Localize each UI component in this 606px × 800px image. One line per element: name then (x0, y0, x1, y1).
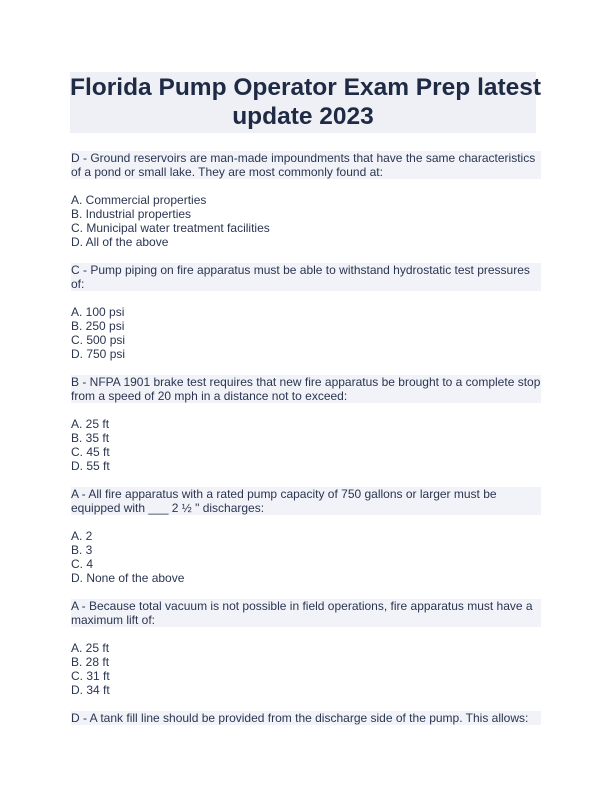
answer-option: A. 25 ft (71, 417, 110, 431)
question-text: D - A tank fill line should be provided from the discharge side of the pump. This allows: (71, 711, 541, 725)
question-text: C - Pump piping on fire apparatus must be able to withstand hydrostatic test pressures of: (71, 263, 541, 291)
answer-option: D. None of the above (71, 571, 185, 585)
answer-option: C. 500 psi (71, 333, 126, 347)
question-block (71, 711, 541, 725)
title-line-1: Florida Pump Operator Exam Prep latest (70, 74, 542, 101)
answer-option: D. All of the above (71, 235, 169, 249)
answer-option: A. Commercial properties (71, 193, 207, 207)
answer-options (71, 305, 541, 361)
answer-option: C. 4 (71, 557, 94, 571)
question-block (71, 263, 541, 291)
answer-option: C. Municipal water treatment facilities (71, 221, 270, 235)
answer-option: A. 25 ft (71, 641, 110, 655)
question-list (71, 151, 541, 739)
answer-option: D. 34 ft (71, 683, 110, 697)
answer-option: B. 250 psi (71, 319, 125, 333)
answer-option: A. 2 (71, 529, 93, 543)
question-block (71, 151, 541, 179)
question-block (71, 375, 541, 403)
answer-option: B. 35 ft (71, 431, 110, 445)
title-line-2: update 2023 (232, 103, 374, 130)
answer-options (71, 417, 541, 473)
answer-options (71, 529, 541, 585)
answer-option: A. 100 psi (71, 305, 125, 319)
question-text: A - Because total vacuum is not possible in field operations, fire apparatus must have a maximum lift of: (71, 599, 541, 627)
answer-option: C. 31 ft (71, 669, 110, 683)
answer-option: C. 45 ft (71, 445, 110, 459)
question-block (71, 487, 541, 515)
answer-option: B. 3 (71, 543, 93, 557)
answer-options (71, 641, 541, 697)
question-block (71, 599, 541, 627)
answer-options (71, 193, 541, 249)
question-text: D - Ground reservoirs are man-made impoundments that have the same characteristics of a pond or small lake. They are most commonly found at: (71, 151, 541, 179)
answer-option: D. 55 ft (71, 459, 110, 473)
question-text: A - All fire apparatus with a rated pump capacity of 750 gallons or larger must be equipped with ___ 2 ½ " discharges: (71, 487, 541, 515)
question-text: B - NFPA 1901 brake test requires that new fire apparatus be brought to a complete stop from a speed of 20 mph in a distance not to exceed: (71, 375, 541, 403)
answer-option: B. Industrial properties (71, 207, 192, 221)
answer-option: D. 750 psi (71, 347, 126, 361)
document-title (70, 72, 542, 133)
answer-option: B. 28 ft (71, 655, 110, 669)
